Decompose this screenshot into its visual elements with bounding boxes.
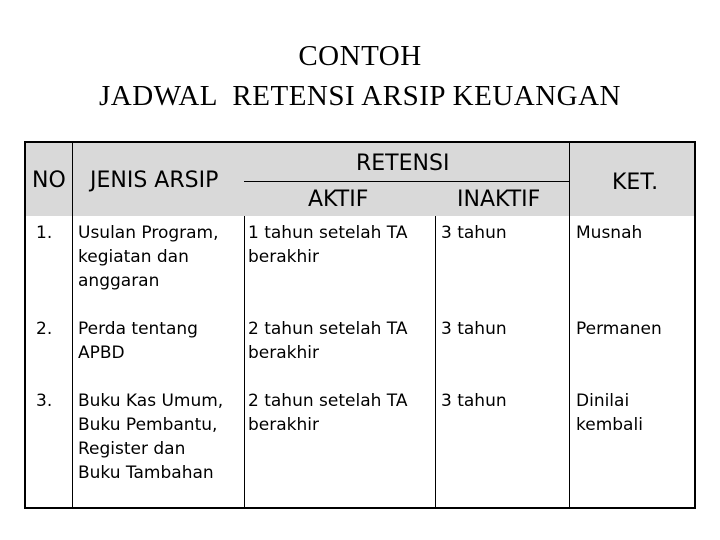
row-1-no: 1. [36, 223, 53, 243]
column-divider-jenis [244, 216, 245, 507]
header-inaktif: INAKTIF [457, 187, 541, 212]
header-retensi: RETENSI [356, 151, 450, 176]
column-divider-ket [569, 143, 570, 507]
header-jenis-arsip: JENIS ARSIP [90, 168, 219, 193]
row-3-no: 3. [36, 391, 53, 411]
row-3-jenis: Buku Kas Umum, Buku Pembantu, Register dan Buku Tambahan [78, 391, 224, 483]
row-3-ket: Dinilai kembali [576, 391, 643, 435]
row-2-ket: Permanen [576, 319, 662, 339]
column-divider-aktif [435, 216, 436, 507]
row-3-inaktif: 3 tahun [441, 391, 507, 411]
row-1-ket: Musnah [576, 223, 643, 243]
header-aktif: AKTIF [308, 187, 369, 212]
column-divider-no [72, 143, 73, 507]
row-1-inaktif: 3 tahun [441, 223, 507, 243]
row-2-aktif: 2 tahun setelah TA berakhir [248, 319, 408, 363]
page-title [0, 36, 720, 116]
row-2-jenis: Perda tentang APBD [78, 319, 198, 363]
row-2-inaktif: 3 tahun [441, 319, 507, 339]
row-1-aktif: 1 tahun setelah TA berakhir [248, 223, 408, 267]
retensi-subheader-line [244, 181, 569, 182]
header-ket: KET. [612, 170, 659, 195]
row-2-no: 2. [36, 319, 53, 339]
title-line-2: JADWAL RETENSI ARSIP KEUANGAN [99, 80, 621, 112]
row-1-jenis: Usulan Program, kegiatan dan anggaran [78, 223, 219, 291]
retention-table [24, 141, 696, 509]
row-3-aktif: 2 tahun setelah TA berakhir [248, 391, 408, 435]
header-no: NO [32, 168, 66, 193]
title-line-1: CONTOH [298, 40, 422, 72]
